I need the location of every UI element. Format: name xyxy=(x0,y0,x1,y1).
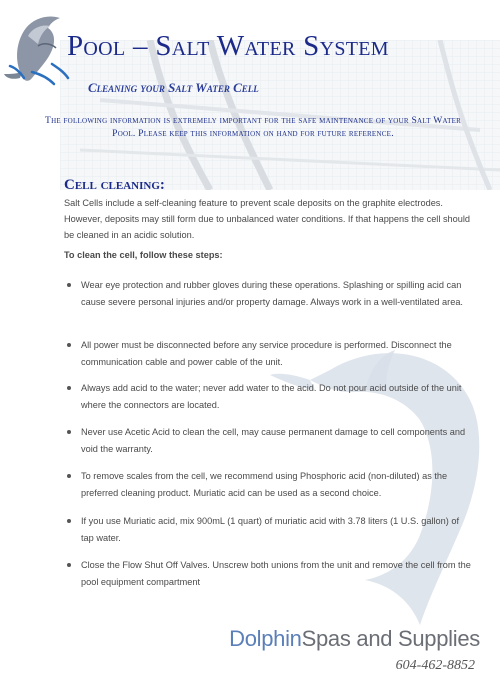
section-heading: Cell cleaning: xyxy=(64,177,165,193)
list-item xyxy=(64,557,474,591)
list-item xyxy=(64,468,474,502)
step-text: To remove scales from the cell, we recommend using Phosphoric acid (non-diluted) as the preferred cleaning product. Muriatic acid can be used as a second choice. xyxy=(81,471,448,498)
dolphin-logo-icon xyxy=(2,6,70,86)
bullet-icon xyxy=(67,519,71,523)
list-item xyxy=(64,380,474,414)
step-text: Never use Acetic Acid to clean the cell, may cause permanent damage to cell components and void the warranty. xyxy=(81,427,466,454)
intro-notice: The following information is extremely important for the safe maintenance of your Salt Water Pool. Please keep this information on hand for future reference. xyxy=(44,115,462,139)
step-text: Wear eye protection and rubber gloves during these operations. Splashing or spilling acid can cause severe personal injuries and/or property damage. Always work in a well-ventilated area. xyxy=(81,280,463,307)
bullet-icon xyxy=(67,563,71,567)
steps-label: To clean the cell, follow these steps: xyxy=(64,250,223,260)
step-text: Close the Flow Shut Off Valves. Unscrew both unions from the unit and remove the cell from the pool equipment compartment xyxy=(81,560,471,587)
list-item xyxy=(64,513,474,547)
list-item xyxy=(64,424,474,458)
company-name-part2: Spas and Supplies xyxy=(301,626,480,651)
bullet-icon xyxy=(67,283,71,287)
bullet-icon xyxy=(67,430,71,434)
company-name-part1: Dolphin xyxy=(229,626,302,651)
list-item xyxy=(64,277,474,311)
company-name xyxy=(229,626,480,652)
bullet-icon xyxy=(67,343,71,347)
step-text: If you use Muriatic acid, mix 900mL (1 quart) of muriatic acid with 3.78 liters (1 U.S. gallon) of tap water. xyxy=(81,516,460,543)
page-subtitle: Cleaning your Salt Water Cell xyxy=(88,80,259,95)
list-item xyxy=(64,337,474,371)
bullet-icon xyxy=(67,474,71,478)
page-title: Pool – Salt Water System xyxy=(67,30,389,62)
step-text: Always add acid to the water; never add water to the acid. Do not pour acid outside of the unit where the connectors are located. xyxy=(81,383,462,410)
step-text: All power must be disconnected before any service procedure is performed. Disconnect the communication cable and power cable of the unit. xyxy=(81,340,452,367)
bullet-icon xyxy=(67,386,71,390)
phone-number: 604-462-8852 xyxy=(395,658,475,673)
section-body: Salt Cells include a self-cleaning feature to prevent scale deposits on the graphite electrodes. However, deposits may still form due to unbalanced water conditions. If that happens the cell should be cleaned in an acidic solution. xyxy=(64,198,471,240)
